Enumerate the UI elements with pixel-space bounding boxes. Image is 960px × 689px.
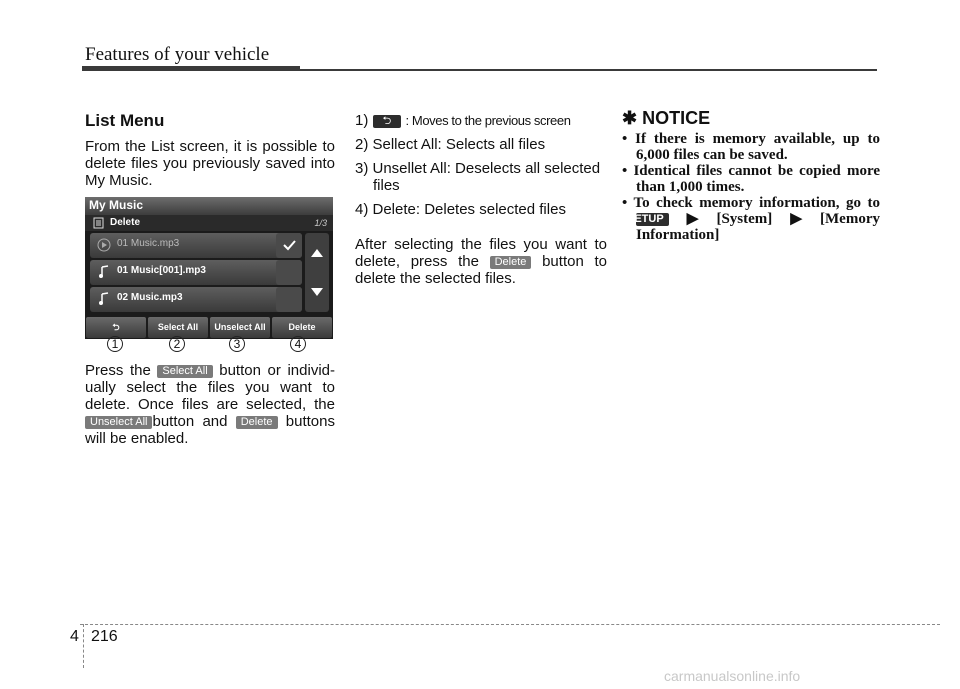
select-all-chip: Select All [157,365,212,378]
screen-titlebar [85,197,333,215]
list-item [90,233,302,258]
text-fragment: button or individ-ually select the files you want to delete. Once files are selected, the [85,362,335,413]
select-paragraph [85,362,335,447]
text-fragment: button to delete the selected files. [355,253,607,287]
list-item-back [355,112,607,129]
scroll-panel [305,233,329,312]
notice-heading: ✱ NOTICE [622,108,711,128]
screen-page-indicator: 1/3 [314,218,327,228]
check-icon [276,233,302,258]
list-item-select-all: 2) Sellect All: Selects all files [355,136,546,153]
header-rule-thick [82,66,300,71]
delete-chip: Delete [490,256,532,269]
delete-paragraph [355,236,607,287]
unselect-all-chip: Unselect All [85,416,152,429]
text-fragment: buttons will be enabled. [85,413,335,447]
delete-button: Delete [272,317,332,338]
list-menu-screen-figure [85,197,333,339]
chapter-number: 4 [70,628,79,645]
callout-2: 2 [169,336,185,352]
scroll-arrows-icon [305,233,329,312]
column-right [622,110,880,243]
list-item-unselect-all: 3) Unsellet All: Deselects all selected files [355,160,601,194]
header-rule-thin [300,69,877,71]
delete-chip: Delete [236,416,278,429]
list-item-label: 01 Music.mp3 [117,238,180,249]
section-heading: List Menu [85,111,165,130]
callout-numbers [85,336,333,352]
callout-4: 4 [290,336,306,352]
checkbox [276,233,302,258]
watermark: carmanualsonline.info [664,668,801,684]
text-fragment: ▶[System]▶[Memory Information] [636,211,880,243]
footer-divider [83,624,84,668]
select-paragraph-block [85,362,335,447]
notice-bullet: • Identical files cannot be copied more than 1,000 times. [622,163,880,195]
column-left [85,112,335,189]
column-middle [355,112,607,287]
screen-subbar [85,215,333,231]
page-header-title: Features of your vehicle [85,44,270,65]
checkbox [276,260,302,285]
list-item [90,260,302,285]
footer-rule [80,624,940,625]
list-item [90,287,302,312]
notice-bullet [622,195,880,243]
text-fragment: button and [152,413,236,430]
setup-chip: SETUP [636,213,669,226]
page-number: 216 [91,628,118,645]
screen-file-list [90,233,302,314]
select-all-button: Select All [148,317,208,338]
notice-list [622,131,880,243]
back-button: ⮌ [86,317,146,338]
list-icon [93,217,105,229]
list-item-label: 02 Music.mp3 [117,292,183,303]
text-fragment: Press the [85,362,158,379]
screen-sub-label: Delete [110,217,141,228]
text-fragment: After selecting the files you want to delete, press the [355,236,607,270]
screen-title: My Music [89,198,144,212]
music-note-icon [98,292,110,306]
list-number: 1) [355,112,369,129]
play-icon [97,238,111,252]
list-item-delete: 4) Delete: Deletes selected files [355,201,566,218]
music-note-icon [98,265,110,279]
unselect-all-button: Unselect All [210,317,270,338]
intro-paragraph: From the List screen, it is possible to delete files you previously saved into My Music. [85,138,335,189]
notice-bullet: • If there is memory available, up to 6,000 files can be saved. [622,131,880,163]
callout-1: 1 [107,336,123,352]
list-text: : Moves to the previous screen [405,113,571,128]
checkbox [276,287,302,312]
back-arrow-icon: ⮌ [373,115,402,128]
text-fragment: • To check memory information, go to [622,195,880,211]
list-item-label: 01 Music[001].mp3 [117,265,206,276]
callout-3: 3 [229,336,245,352]
